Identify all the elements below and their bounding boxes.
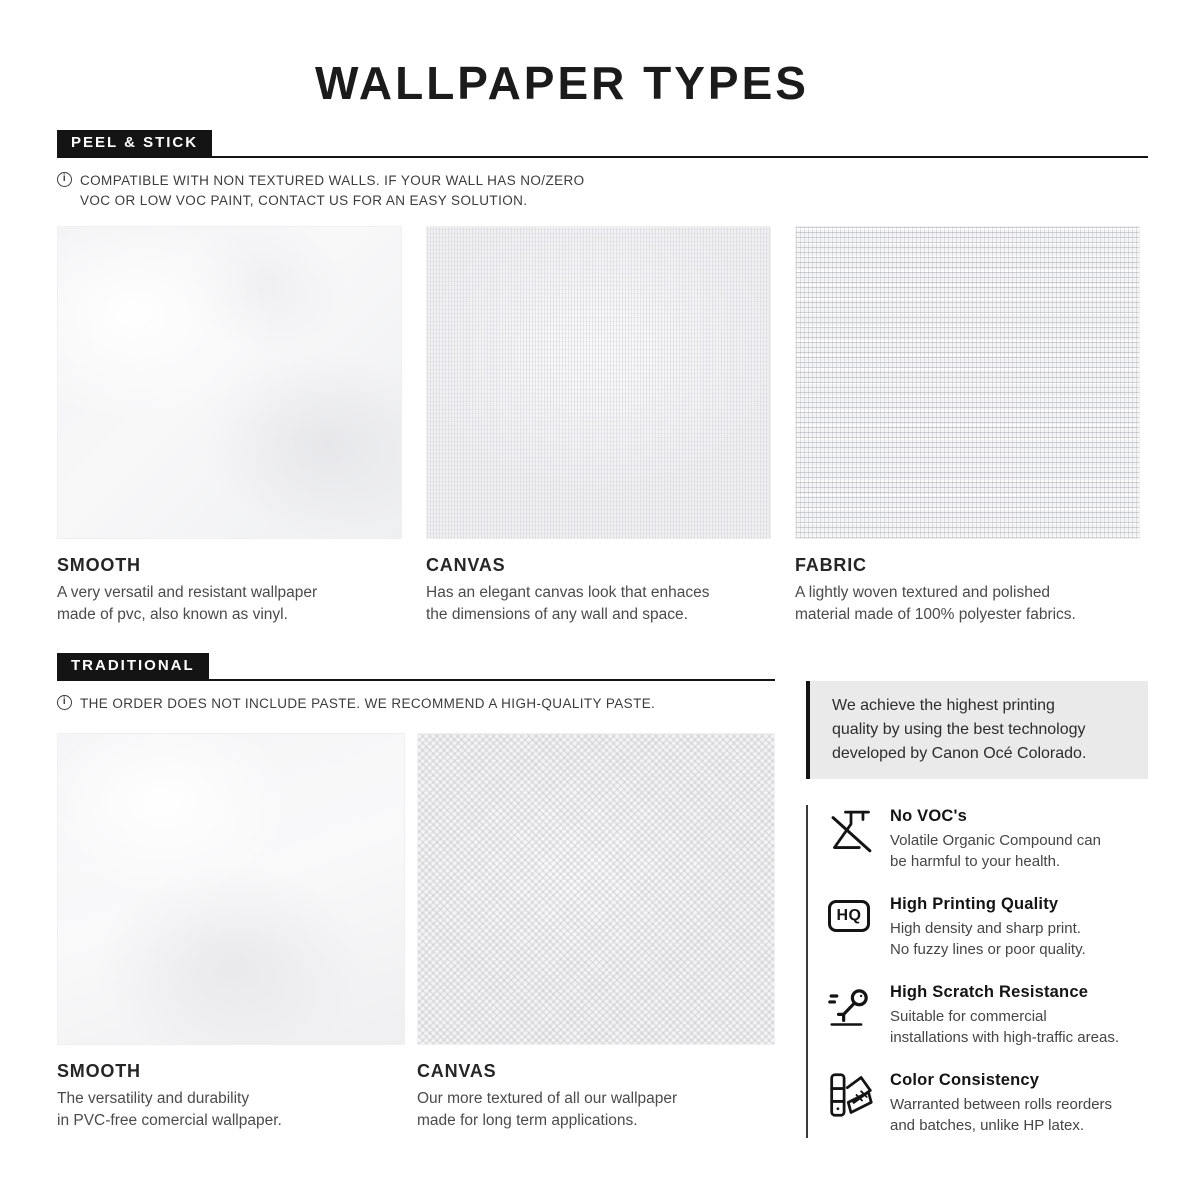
fabric-texture-image — [795, 226, 1140, 539]
swatch-label: SMOOTH — [57, 555, 141, 576]
desc-line: and batches, unlike HP latex. — [890, 1116, 1085, 1134]
peel-stick-badge: PEEL & STICK — [57, 130, 212, 156]
swatch-description — [57, 582, 402, 625]
traditional-badge: TRADITIONAL — [57, 653, 209, 679]
hq-badge-icon — [828, 896, 874, 942]
swatch-card-smooth-traditional — [57, 733, 405, 1131]
feature-title: Color Consistency — [890, 1070, 1040, 1089]
peel-stick-header-rule — [57, 130, 1148, 158]
feature-title: High Scratch Resistance — [890, 982, 1089, 1001]
desc-line: No fuzzy lines or poor quality. — [890, 940, 1086, 958]
swatch-label: CANVAS — [417, 1061, 497, 1082]
traditional-and-info-row — [57, 653, 1148, 1138]
info-icon: i — [57, 695, 72, 710]
peel-stick-note-text — [80, 171, 585, 210]
canvas-texture-image — [417, 733, 775, 1045]
peel-stick-swatch-grid — [57, 226, 1140, 625]
desc-line: the dimensions of any wall and space. — [426, 605, 688, 623]
quote-line: developed by Canon Océ Colorado. — [832, 744, 1087, 762]
feature-description — [890, 918, 1086, 960]
color-swatchbook-icon — [828, 1072, 874, 1118]
quote-line: quality by using the best technology — [832, 720, 1086, 738]
info-icon: i — [57, 172, 72, 187]
desc-line: Our more textured of all our wallpaper — [417, 1090, 678, 1108]
swatch-card-fabric-peel — [795, 226, 1140, 625]
peel-stick-note — [57, 171, 1148, 210]
desc-line: High density and sharp print. — [890, 919, 1081, 937]
smooth-texture-image — [57, 733, 405, 1045]
feature-list — [806, 805, 1148, 1138]
no-voc-flask-icon — [828, 808, 874, 854]
printing-info-column — [806, 653, 1148, 1138]
desc-line: A very versatil and resistant wallpaper — [57, 584, 318, 602]
desc-line: Volatile Organic Compound can — [890, 831, 1101, 849]
hq-letters: HQ — [828, 900, 870, 932]
canvas-texture-image — [426, 226, 771, 539]
desc-line: made for long term applications. — [417, 1111, 638, 1129]
swatch-card-canvas-peel — [426, 226, 771, 625]
traditional-note-text: THE ORDER DOES NOT INCLUDE PASTE. WE RECOMMEND A HIGH-QUALITY PASTE. — [80, 695, 656, 711]
feature-color-consistency — [828, 1071, 1148, 1136]
feature-no-voc — [828, 807, 1148, 872]
smooth-texture-image — [57, 226, 402, 539]
desc-line: The versatility and durability — [57, 1090, 250, 1108]
section-peel-stick — [57, 130, 1148, 625]
feature-text — [890, 807, 1101, 872]
swatch-description — [426, 582, 771, 625]
traditional-header-rule — [57, 653, 775, 681]
feature-description — [890, 830, 1101, 872]
key-icon — [828, 984, 874, 1030]
desc-line: be harmful to your health. — [890, 852, 1061, 870]
section-traditional — [57, 653, 775, 1138]
desc-line: Has an elegant canvas look that enhaces — [426, 584, 710, 602]
desc-line: Warranted between rolls reorders — [890, 1095, 1113, 1113]
swatch-label: FABRIC — [795, 555, 867, 576]
swatch-label: CANVAS — [426, 555, 506, 576]
desc-line: A lightly woven textured and polished — [795, 584, 1051, 602]
swatch-description — [417, 1088, 775, 1131]
feature-text — [890, 895, 1086, 960]
swatch-description — [57, 1088, 405, 1131]
note-line: VOC OR LOW VOC PAINT, CONTACT US FOR AN EASY SOLUTION. — [80, 192, 528, 208]
feature-text — [890, 1071, 1112, 1136]
traditional-note — [57, 694, 775, 714]
desc-line: in PVC-free comercial wallpaper. — [57, 1111, 282, 1129]
desc-line: made of pvc, also known as vinyl. — [57, 605, 288, 623]
page-title: WALLPAPER TYPES — [315, 57, 809, 109]
feature-title: No VOC's — [890, 806, 968, 825]
desc-line: material made of 100% polyester fabrics. — [795, 605, 1076, 623]
desc-line: installations with high-traffic areas. — [890, 1028, 1119, 1046]
swatch-label: SMOOTH — [57, 1061, 141, 1082]
swatch-card-canvas-traditional — [417, 733, 775, 1131]
feature-title: High Printing Quality — [890, 894, 1059, 913]
feature-scratch-resistance — [828, 983, 1148, 1048]
traditional-swatch-grid — [57, 733, 775, 1131]
feature-text — [890, 983, 1119, 1048]
note-line: COMPATIBLE WITH NON TEXTURED WALLS. IF YOUR WALL HAS NO/ZERO — [80, 173, 585, 188]
feature-description — [890, 1006, 1119, 1048]
swatch-card-smooth-peel — [57, 226, 402, 625]
desc-line: Suitable for commercial — [890, 1007, 1047, 1025]
swatch-description — [795, 582, 1140, 625]
feature-high-printing-quality — [828, 895, 1148, 960]
quote-line: We achieve the highest printing — [832, 696, 1055, 714]
feature-description — [890, 1094, 1112, 1136]
quote-box — [806, 681, 1148, 779]
